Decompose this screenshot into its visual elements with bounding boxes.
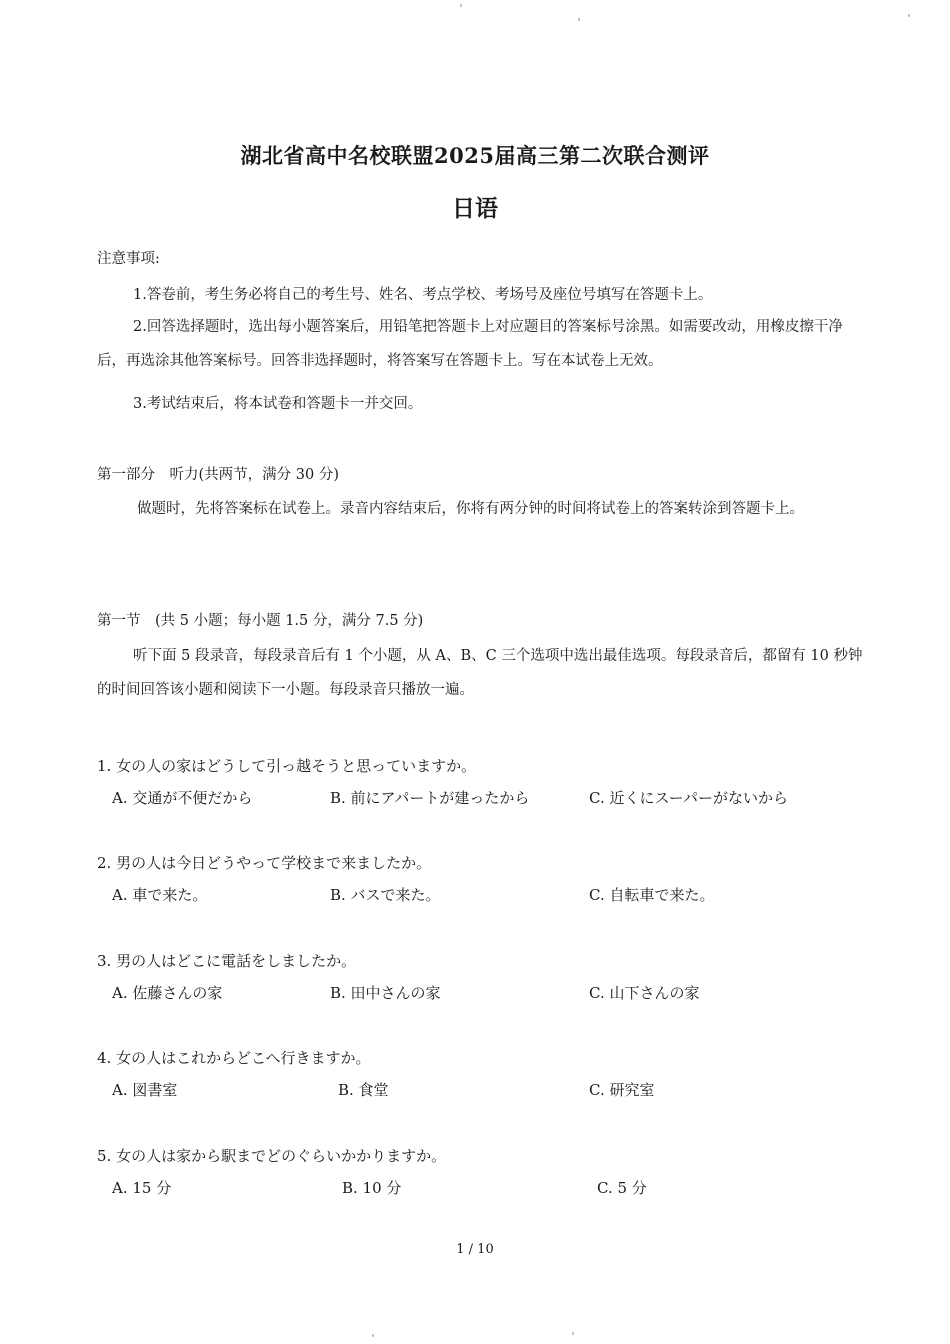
question-2-option-a: A. 車で来た。 bbox=[112, 886, 208, 904]
part1-instruction: 做题时，先将答案标在试卷上。录音内容结束后，你将有两分钟的时间将试卷上的答案转涂到答题卡上。 bbox=[137, 501, 804, 517]
question-4-option-b: B. 食堂 bbox=[338, 1081, 389, 1099]
question-2-option-c: C. 自転車で来た。 bbox=[589, 886, 715, 904]
notice-item-1: 1.答卷前，考生务必将自己的考生号、姓名、考点学校、考场号及座位号填写在答题卡上。 bbox=[133, 287, 713, 303]
question-2-stem: 2. 男の人は今日どうやって学校まで来ましたか。 bbox=[97, 854, 432, 872]
question-1-option-c: C. 近くにスーパーがないから bbox=[589, 789, 788, 807]
question-5-option-a: A. 15 分 bbox=[112, 1179, 172, 1197]
scan-speck bbox=[372, 1334, 374, 1337]
question-3-stem: 3. 男の人はどこに電話をしましたか。 bbox=[97, 952, 357, 970]
question-2-option-b: B. バスで来た。 bbox=[330, 886, 441, 904]
question-5-stem: 5. 女の人は家から駅までどのぐらいかかりますか。 bbox=[97, 1147, 447, 1165]
section1-instruction: 听下面 5 段录音，每段录音后有 1 个小题，从 A、B、C 三个选项中选出最佳选项。每段录音后，都留有 10 秒钟的时间回答该小题和阅读下一小题。每段录音只播放一遍。 bbox=[97, 648, 863, 698]
scan-speck bbox=[572, 1332, 574, 1335]
question-4-stem: 4. 女の人はこれからどこへ行きますか。 bbox=[97, 1049, 371, 1067]
notice-item-3: 3.考试结束后，将本试卷和答题卡一并交回。 bbox=[133, 396, 423, 412]
scan-speck bbox=[908, 14, 910, 17]
question-4-option-a: A. 図書室 bbox=[112, 1081, 178, 1099]
section1-heading: 第一节 (共 5 小题；每小题 1.5 分，满分 7.5 分) bbox=[97, 613, 424, 629]
question-4-option-c: C. 研究室 bbox=[589, 1081, 655, 1099]
subject-title: 日语 bbox=[452, 195, 498, 222]
question-3-option-c: C. 山下さんの家 bbox=[589, 984, 700, 1002]
part1-heading: 第一部分 听力(共两节，满分 30 分) bbox=[97, 467, 339, 483]
question-5-option-c: C. 5 分 bbox=[597, 1179, 647, 1197]
question-3-option-a: A. 佐藤さんの家 bbox=[112, 984, 223, 1002]
exam-title: 湖北省高中名校联盟2025届高三第二次联合测评 bbox=[240, 143, 710, 168]
scan-speck bbox=[460, 4, 462, 7]
page-number: 1 / 10 bbox=[456, 1242, 494, 1257]
question-3-option-b: B. 田中さんの家 bbox=[330, 984, 441, 1002]
scan-speck bbox=[578, 18, 580, 21]
question-1-stem: 1. 女の人の家はどうして引っ越そうと思っていますか。 bbox=[97, 757, 477, 775]
question-1-option-b: B. 前にアパートが建ったから bbox=[330, 789, 530, 807]
notice-item-2: 2.回答选择题时，选出每小题答案后，用铅笔把答题卡上对应题目的答案标号涂黑。如需要改动，用橡皮擦干净后，再选涂其他答案标号。回答非选择题时，将答案写在答题卡上。写在本试卷上无效。 bbox=[97, 319, 843, 369]
notice-heading: 注意事项: bbox=[97, 251, 160, 267]
question-1-option-a: A. 交通が不便だから bbox=[112, 789, 253, 807]
question-5-option-b: B. 10 分 bbox=[342, 1179, 402, 1197]
